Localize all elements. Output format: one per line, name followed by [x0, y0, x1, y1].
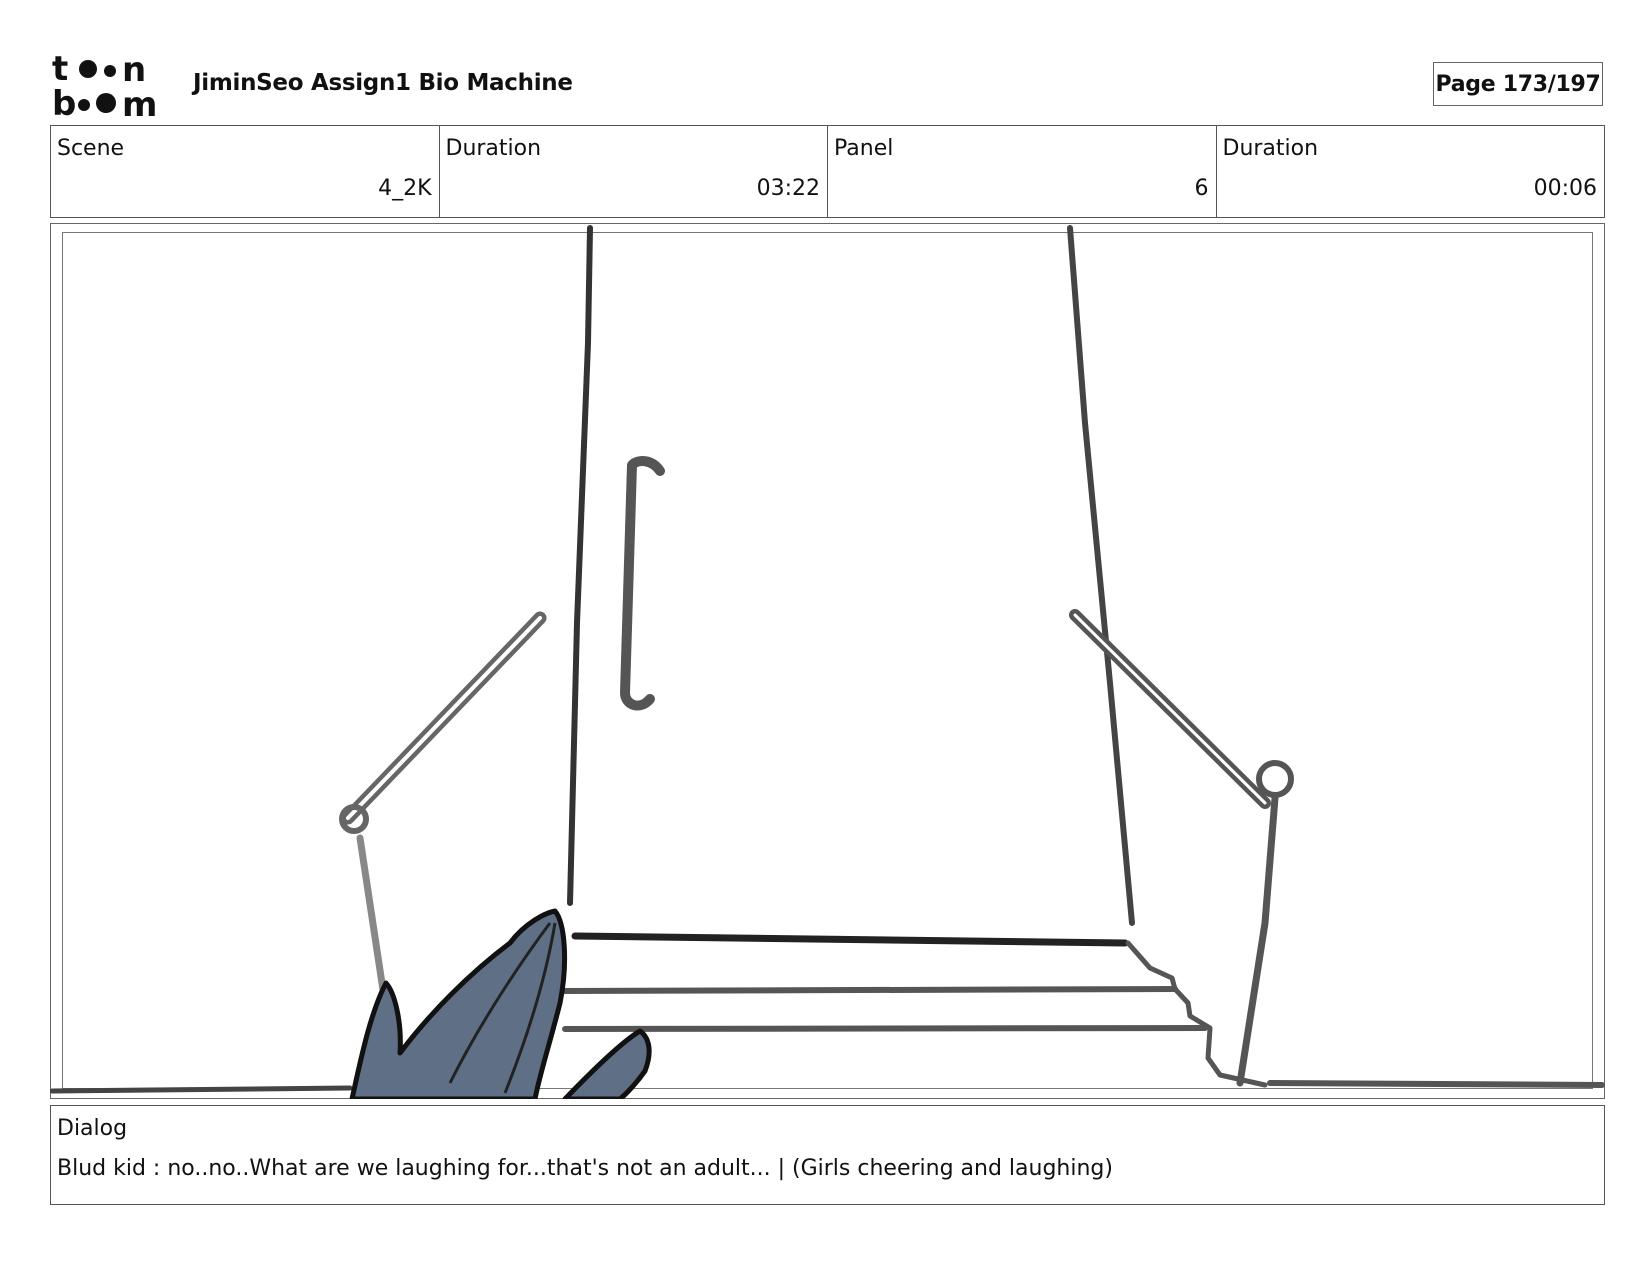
scene-info-table	[50, 125, 1605, 218]
scene-duration-cell	[440, 126, 829, 217]
svg-text:t: t	[52, 52, 69, 89]
right-chair-leg	[1240, 798, 1275, 1083]
svg-text:m: m	[122, 85, 158, 118]
panel-value: 6	[1194, 176, 1209, 201]
panel-label: Panel	[834, 136, 894, 161]
document-title: JiminSeo Assign1 Bio Machine	[193, 70, 573, 96]
scene-duration-label: Duration	[445, 136, 542, 161]
scene-duration-value: 03:22	[756, 176, 820, 201]
dialog-box	[50, 1105, 1605, 1205]
svg-text:b: b	[52, 84, 77, 118]
scene-value: 4_2K	[378, 176, 432, 201]
fridge-right-edge	[1070, 228, 1132, 923]
fridge-base-line	[575, 936, 1125, 943]
panel-cell	[828, 126, 1217, 217]
scene-cell	[51, 126, 440, 217]
scene-label: Scene	[57, 136, 125, 161]
dialog-text: Blud kid : no..no..What are we laughing for...that's not an adult... | (Girls cheering and laughing)	[57, 1156, 1113, 1181]
floor-line-right	[1270, 1083, 1602, 1085]
step-line-1	[565, 989, 1175, 991]
svg-text:n: n	[122, 52, 147, 90]
step-line-2	[565, 1028, 1205, 1029]
floor-line-left	[52, 1088, 350, 1091]
fridge-left-edge	[570, 228, 590, 903]
dialog-label: Dialog	[57, 1116, 128, 1141]
panel-duration-value: 00:06	[1533, 176, 1597, 201]
toon-boom-logo	[52, 52, 172, 118]
page-number: Page 173/197	[1433, 62, 1603, 106]
panel-duration-label: Duration	[1222, 136, 1319, 161]
panel-duration-cell	[1217, 126, 1605, 217]
storyboard-sketch	[50, 223, 1605, 1099]
